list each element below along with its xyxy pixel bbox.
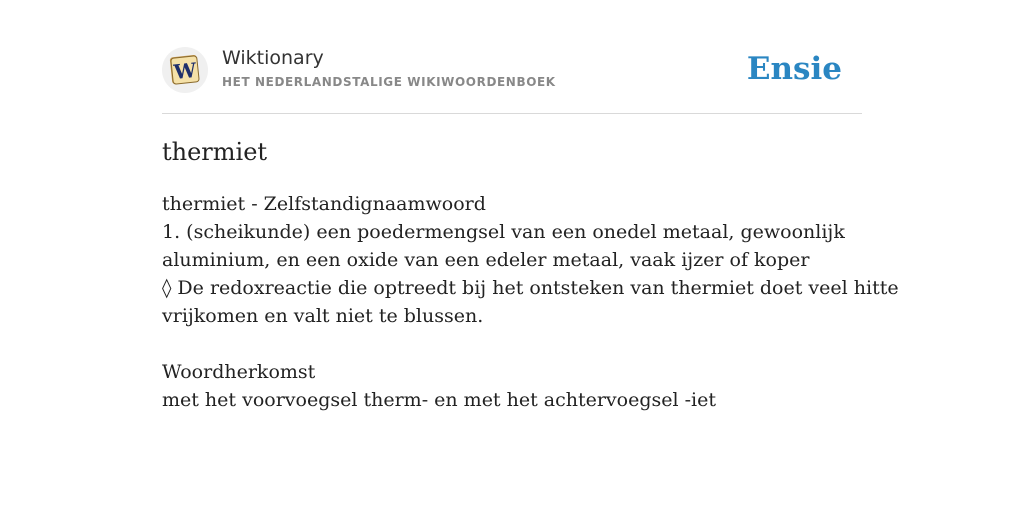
part-of-speech-line: thermiet - Zelfstandignaamwoord — [162, 193, 486, 215]
definition-line: 1. (scheikunde) een poedermengsel van een onedel metaal, gewoonlijk — [162, 221, 845, 243]
etymology-heading: Woordherkomst — [162, 361, 316, 383]
definition-line: aluminium, en een oxide van een edeler metaal, vaak ijzer of koper — [162, 249, 810, 271]
logo-letter: W — [172, 57, 198, 85]
spacer — [162, 330, 862, 358]
entry-title: thermiet — [162, 138, 268, 166]
wiktionary-tile-icon — [168, 53, 202, 87]
entry-body — [162, 190, 899, 414]
site-name[interactable]: Wiktionary — [222, 47, 324, 69]
page-container — [162, 0, 899, 411]
example-line: ◊ De redoxreactie die optreedt bij het ontsteken van thermiet doet veel hitte — [162, 277, 899, 299]
etymology-text: met het voorvoegsel therm- en met het achtervoegsel -iet — [162, 389, 716, 411]
ensie-brand-link[interactable]: Ensie — [746, 51, 842, 87]
wiktionary-logo[interactable] — [162, 47, 208, 93]
site-tagline: HET NEDERLANDSTALIGE WIKIWOORDENBOEK — [222, 75, 556, 89]
example-line: vrijkomen en valt niet te blussen. — [162, 305, 484, 327]
header — [162, 0, 862, 114]
